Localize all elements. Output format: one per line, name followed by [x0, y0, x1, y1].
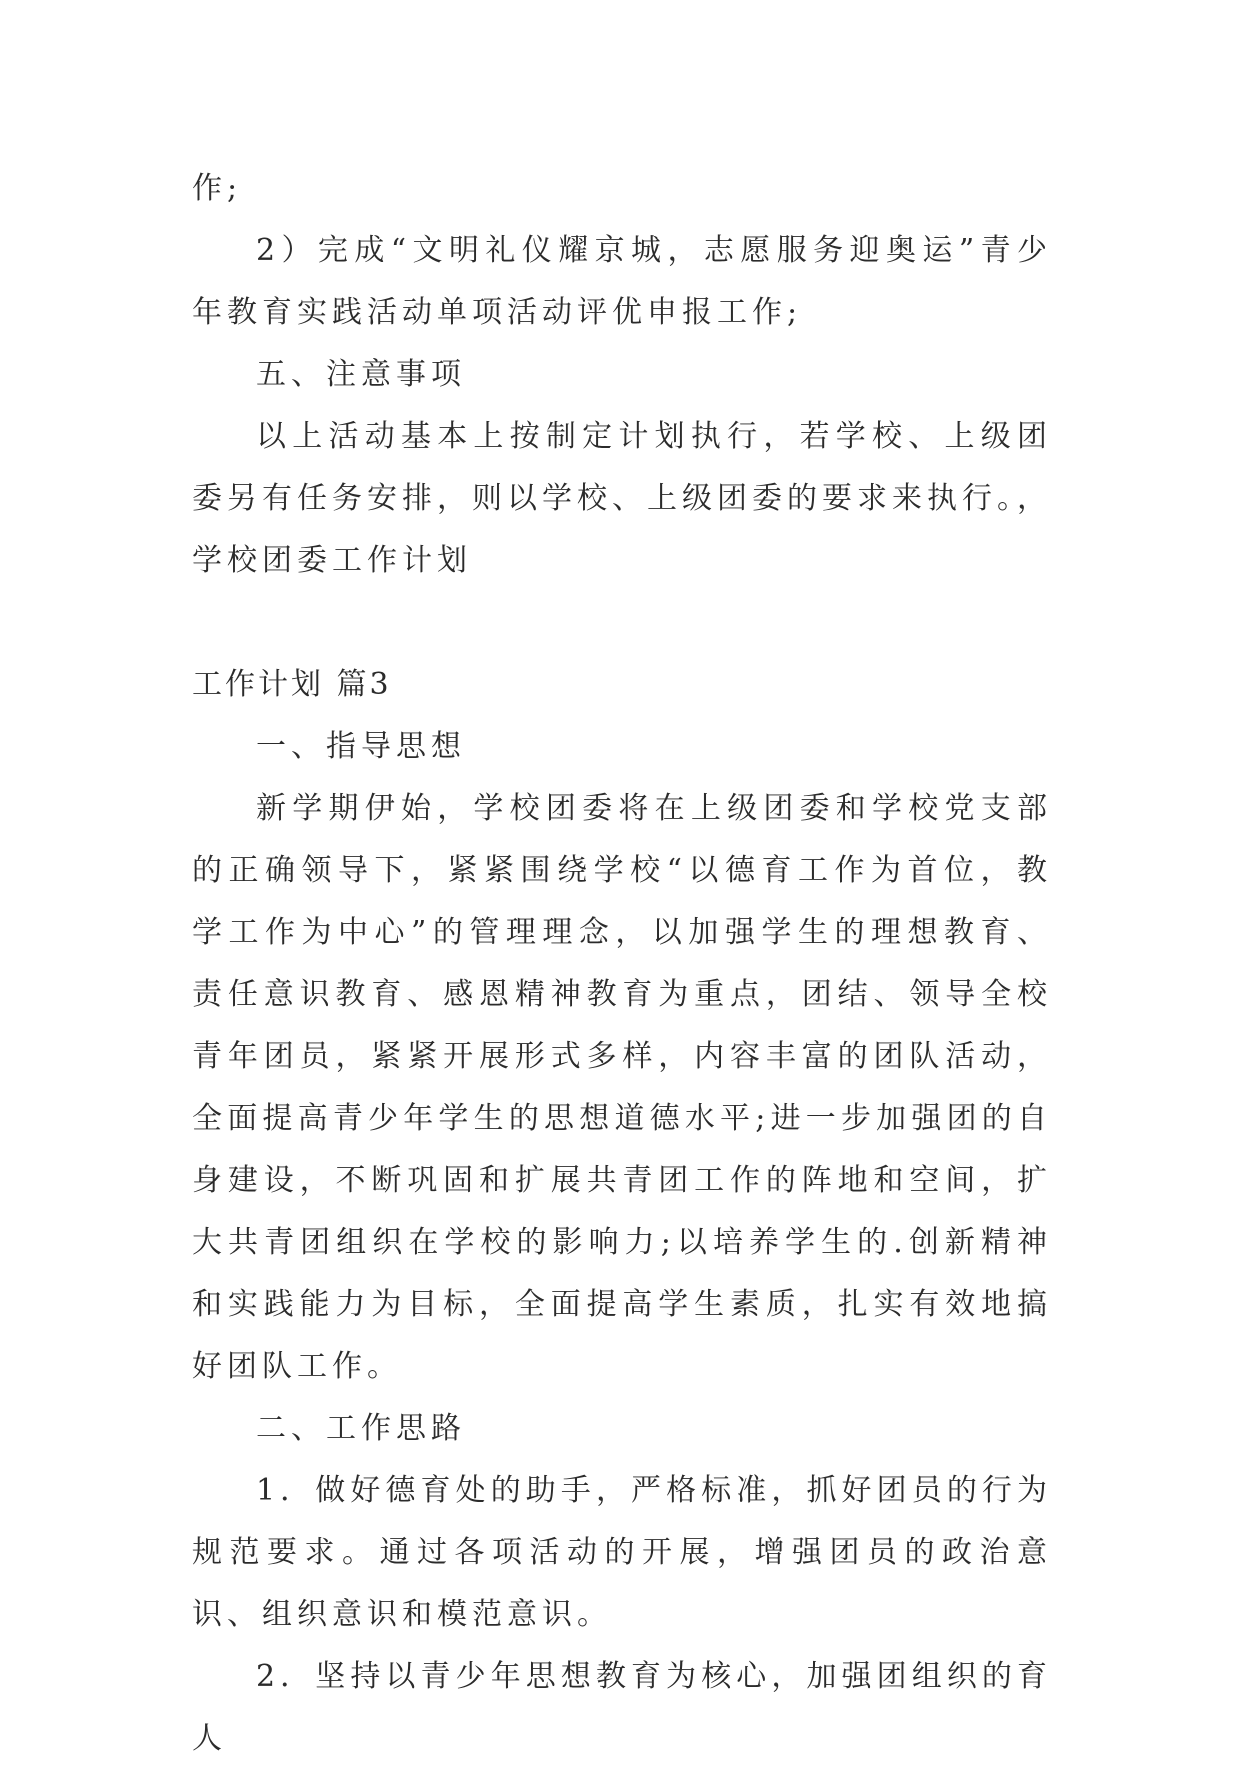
paragraph-item-2: 2）完成“文明礼仪耀京城，志愿服务迎奥运”青少年教育实践活动单项活动评优申报工作; [192, 233, 1052, 330]
paragraph-notes: 以上活动基本上按制定计划执行，若学校、上级团委另有任务安排，则以学校、上级团委的要求来执行。，学校团委工作计划 [192, 419, 1052, 578]
section-heading-notes: 五、注意事项 [256, 357, 466, 392]
paragraph-continuation: 作; [192, 171, 243, 206]
paragraph-approach-2: 2．坚持以青少年思想教育为核心，加强团组织的育人 [192, 1659, 1052, 1756]
document-body [192, 158, 1052, 1770]
paragraph-guiding-thought: 新学期伊始，学校团委将在上级团委和学校党支部的正确领导下，紧紧围绕学校“以德育工作为首位，教学工作为中心”的管理理念，以加强学生的理想教育、责任意识教育、感恩精神教育为重点，团结、领导全校青年团员，紧紧开展形式多样，内容丰富的团队活动，全面提高青少年学生的思想道德水平;进一步加强团的自身建设，不断巩固和扩展共青团工作的阵地和空间，扩大共青团组织在学校的影响力;以培养学生的.创新精神和实践能力为目标，全面提高学生素质，扎实有效地搞好团队工作。 [192, 791, 1052, 1384]
paragraph-approach-1: 1．做好德育处的助手，严格标准，抓好团员的行为规范要求。通过各项活动的开展，增强团员的政治意识、组织意识和模范意识。 [192, 1473, 1052, 1632]
plan-title: 工作计划 篇3 [192, 667, 392, 702]
section-heading-guiding-thought: 一、指导思想 [256, 729, 466, 764]
section-heading-work-approach: 二、工作思路 [256, 1411, 466, 1446]
